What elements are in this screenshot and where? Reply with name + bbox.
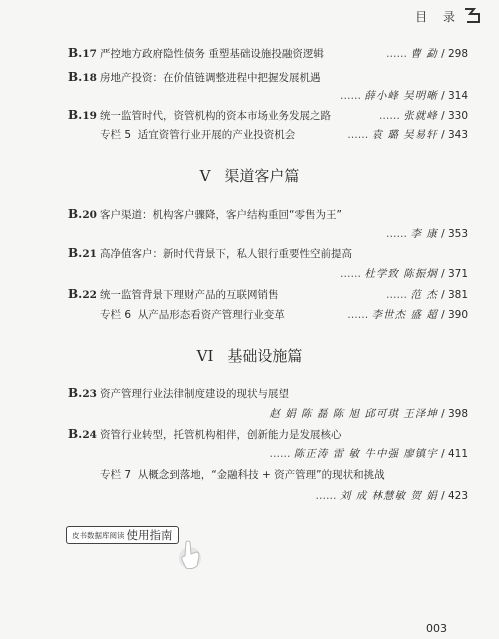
entry-page: 390 bbox=[447, 309, 468, 321]
entry-author: 陈正涛 雷 敏 牛中强 廖镇宇 bbox=[293, 448, 438, 460]
running-header: 目 录 bbox=[415, 10, 461, 24]
entry-author: 张就峰 bbox=[403, 110, 438, 122]
entry-title: 资产管理行业法律制度建设的现状与展望 bbox=[100, 388, 289, 400]
entry-page: 423 bbox=[447, 490, 468, 502]
entry-page: 343 bbox=[447, 129, 468, 141]
entry-author: 杜学致 陈振炯 bbox=[364, 268, 438, 280]
entry-page: 398 bbox=[447, 408, 468, 420]
entry-title: 房地产投资：在价值链调整进程中把握发展机遇 bbox=[100, 72, 321, 84]
entry-page: 314 bbox=[447, 90, 468, 102]
entry-author: 范 杰 bbox=[410, 289, 438, 301]
entry-title: 高净值客户：新时代背景下，私人银行重要性空前提高 bbox=[100, 248, 352, 260]
entry-page: 381 bbox=[447, 289, 468, 301]
entry-title: 统一监管时代，资管机构的资本市场业务发展之路 bbox=[100, 110, 331, 122]
entry-author: 刘 成 林慧敏 贺 娟 bbox=[339, 490, 438, 502]
entry-author: 薛小峰 吴明晰 bbox=[364, 90, 438, 102]
entry-title: 严控地方政府隐性债务 重塑基础设施投融资逻辑 bbox=[100, 48, 324, 60]
entry-author: 李 康 bbox=[410, 228, 438, 240]
section-heading: VI 基础设施篇 bbox=[196, 347, 303, 365]
entry-author: 李世杰 盛 超 bbox=[371, 309, 438, 321]
column-title: 从概念到落地，“金融科技 + 资产管理”的现状和挑战 bbox=[137, 469, 385, 481]
hand-pointer-icon bbox=[172, 538, 208, 572]
entry-page: 330 bbox=[447, 110, 468, 122]
column-title: 从产品形态看资产管理行业变革 bbox=[137, 309, 285, 321]
section-heading: V 渠道客户篇 bbox=[199, 167, 300, 185]
entry-page: 298 bbox=[447, 48, 468, 60]
arrow-logo-icon bbox=[463, 6, 481, 24]
entry-title: 客户渠道：机构客户骤降，客户结构重回“零售为王” bbox=[100, 209, 342, 221]
column-label: 专栏 6 bbox=[100, 309, 132, 321]
column-label: 专栏 7 bbox=[100, 469, 132, 481]
entry-page: 353 bbox=[447, 228, 468, 240]
column-label: 专栏 5 bbox=[100, 129, 132, 141]
column-title: 适宜资管行业开展的产业投资机会 bbox=[137, 129, 296, 141]
entry-title: 统一监管背景下理财产品的互联网销售 bbox=[100, 289, 279, 301]
entry-page: 411 bbox=[447, 448, 468, 460]
entry-author: 袁 璐 吴易轩 bbox=[371, 129, 438, 141]
entry-page: 371 bbox=[447, 268, 468, 280]
entry-title: 资管行业转型，托管机构相伴，创新能力是发展核心 bbox=[100, 429, 342, 441]
database-guide-badge[interactable]: 皮书数据库阅读 使用指南 bbox=[66, 526, 179, 544]
page-number: 003 bbox=[426, 622, 447, 635]
entry-author: 赵 娟 陈 磊 陈 旭 邱可琪 王泽坤 bbox=[269, 408, 438, 420]
entry-author: 曹 勐 bbox=[410, 48, 438, 60]
